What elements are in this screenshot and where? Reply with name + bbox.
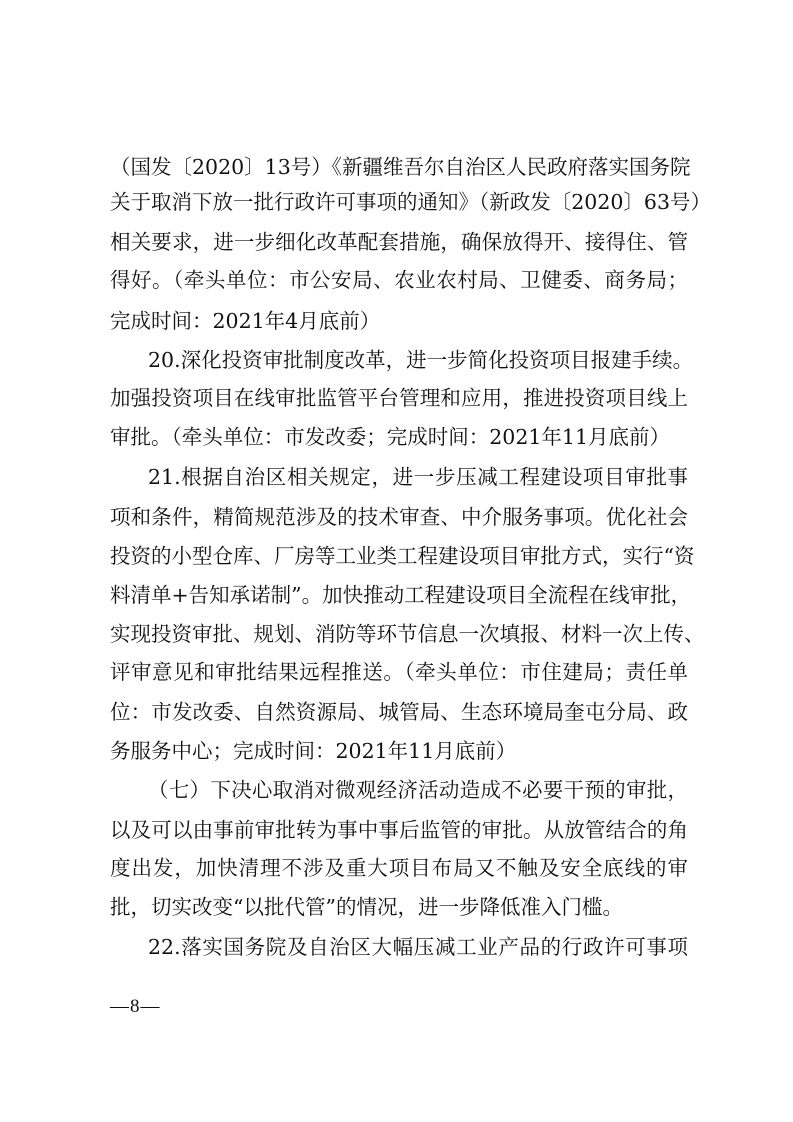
text-line: 料清单+告知承诺制”。加快推动工程建设项目全流程在线审批， xyxy=(110,583,692,607)
paragraph-start-20: 20.深化投资审批制度改革，进一步简化投资项目报建手续。 xyxy=(148,348,694,372)
text-line: 度出发，加快清理不涉及重大项目布局又不触及安全底线的审 xyxy=(110,856,688,880)
text-line: 以及可以由事前审批转为事中事后监管的审批。从放管结合的角 xyxy=(110,818,688,842)
text-line: （国发〔2020〕13号）《新疆维吾尔自治区人民政府落实国务院 xyxy=(110,155,691,179)
text-line: 批，切实改变“以批代管”的情况，进一步降低准入门槛。 xyxy=(110,895,623,919)
paragraph-start-21: 21.根据自治区相关规定，进一步压减工程建设项目审批事 xyxy=(148,465,688,489)
text-line: 审批。（牵头单位：市发改委；完成时间：2021年11月底前） xyxy=(110,425,671,449)
text-line: 关于取消下放一批行政许可事项的通知》（新政发〔2020〕63号） xyxy=(110,190,712,214)
text-line: 完成时间：2021年4月底前） xyxy=(110,309,381,333)
text-line: 项和条件，精简规范涉及的技术审查、中介服务事项。优化社会 xyxy=(110,505,688,529)
paragraph-start-22: 22.落实国务院及自治区大幅压减工业产品的行政许可事项 xyxy=(148,935,688,959)
section-heading-7: （七）下决心取消对微观经济活动造成不必要干预的审批， xyxy=(148,778,688,802)
text-line: 位：市发改委、自然资源局、城管局、生态环境局奎屯分局、政 xyxy=(110,700,688,724)
text-line: 务服务中心；完成时间：2021年11月底前） xyxy=(110,739,517,763)
text-line: 投资的小型仓库、厂房等工业类工程建设项目审批方式，实行“资 xyxy=(110,544,695,568)
text-line: 评审意见和审批结果远程推送。（牵头单位：市住建局；责任单 xyxy=(110,660,688,684)
text-line: 实现投资审批、规划、消防等环节信息一次填报、材料一次上传、 xyxy=(110,622,705,646)
text-line: 相关要求，进一步细化改革配套措施，确保放得开、接得住、管 xyxy=(110,230,688,254)
page-number: —8— xyxy=(110,996,161,1017)
text-line: 得好。（牵头单位：市公安局、农业农村局、卫健委、商务局； xyxy=(110,268,688,292)
text-line: 加强投资项目在线审批监管平台管理和应用，推进投资项目线上 xyxy=(110,386,688,410)
